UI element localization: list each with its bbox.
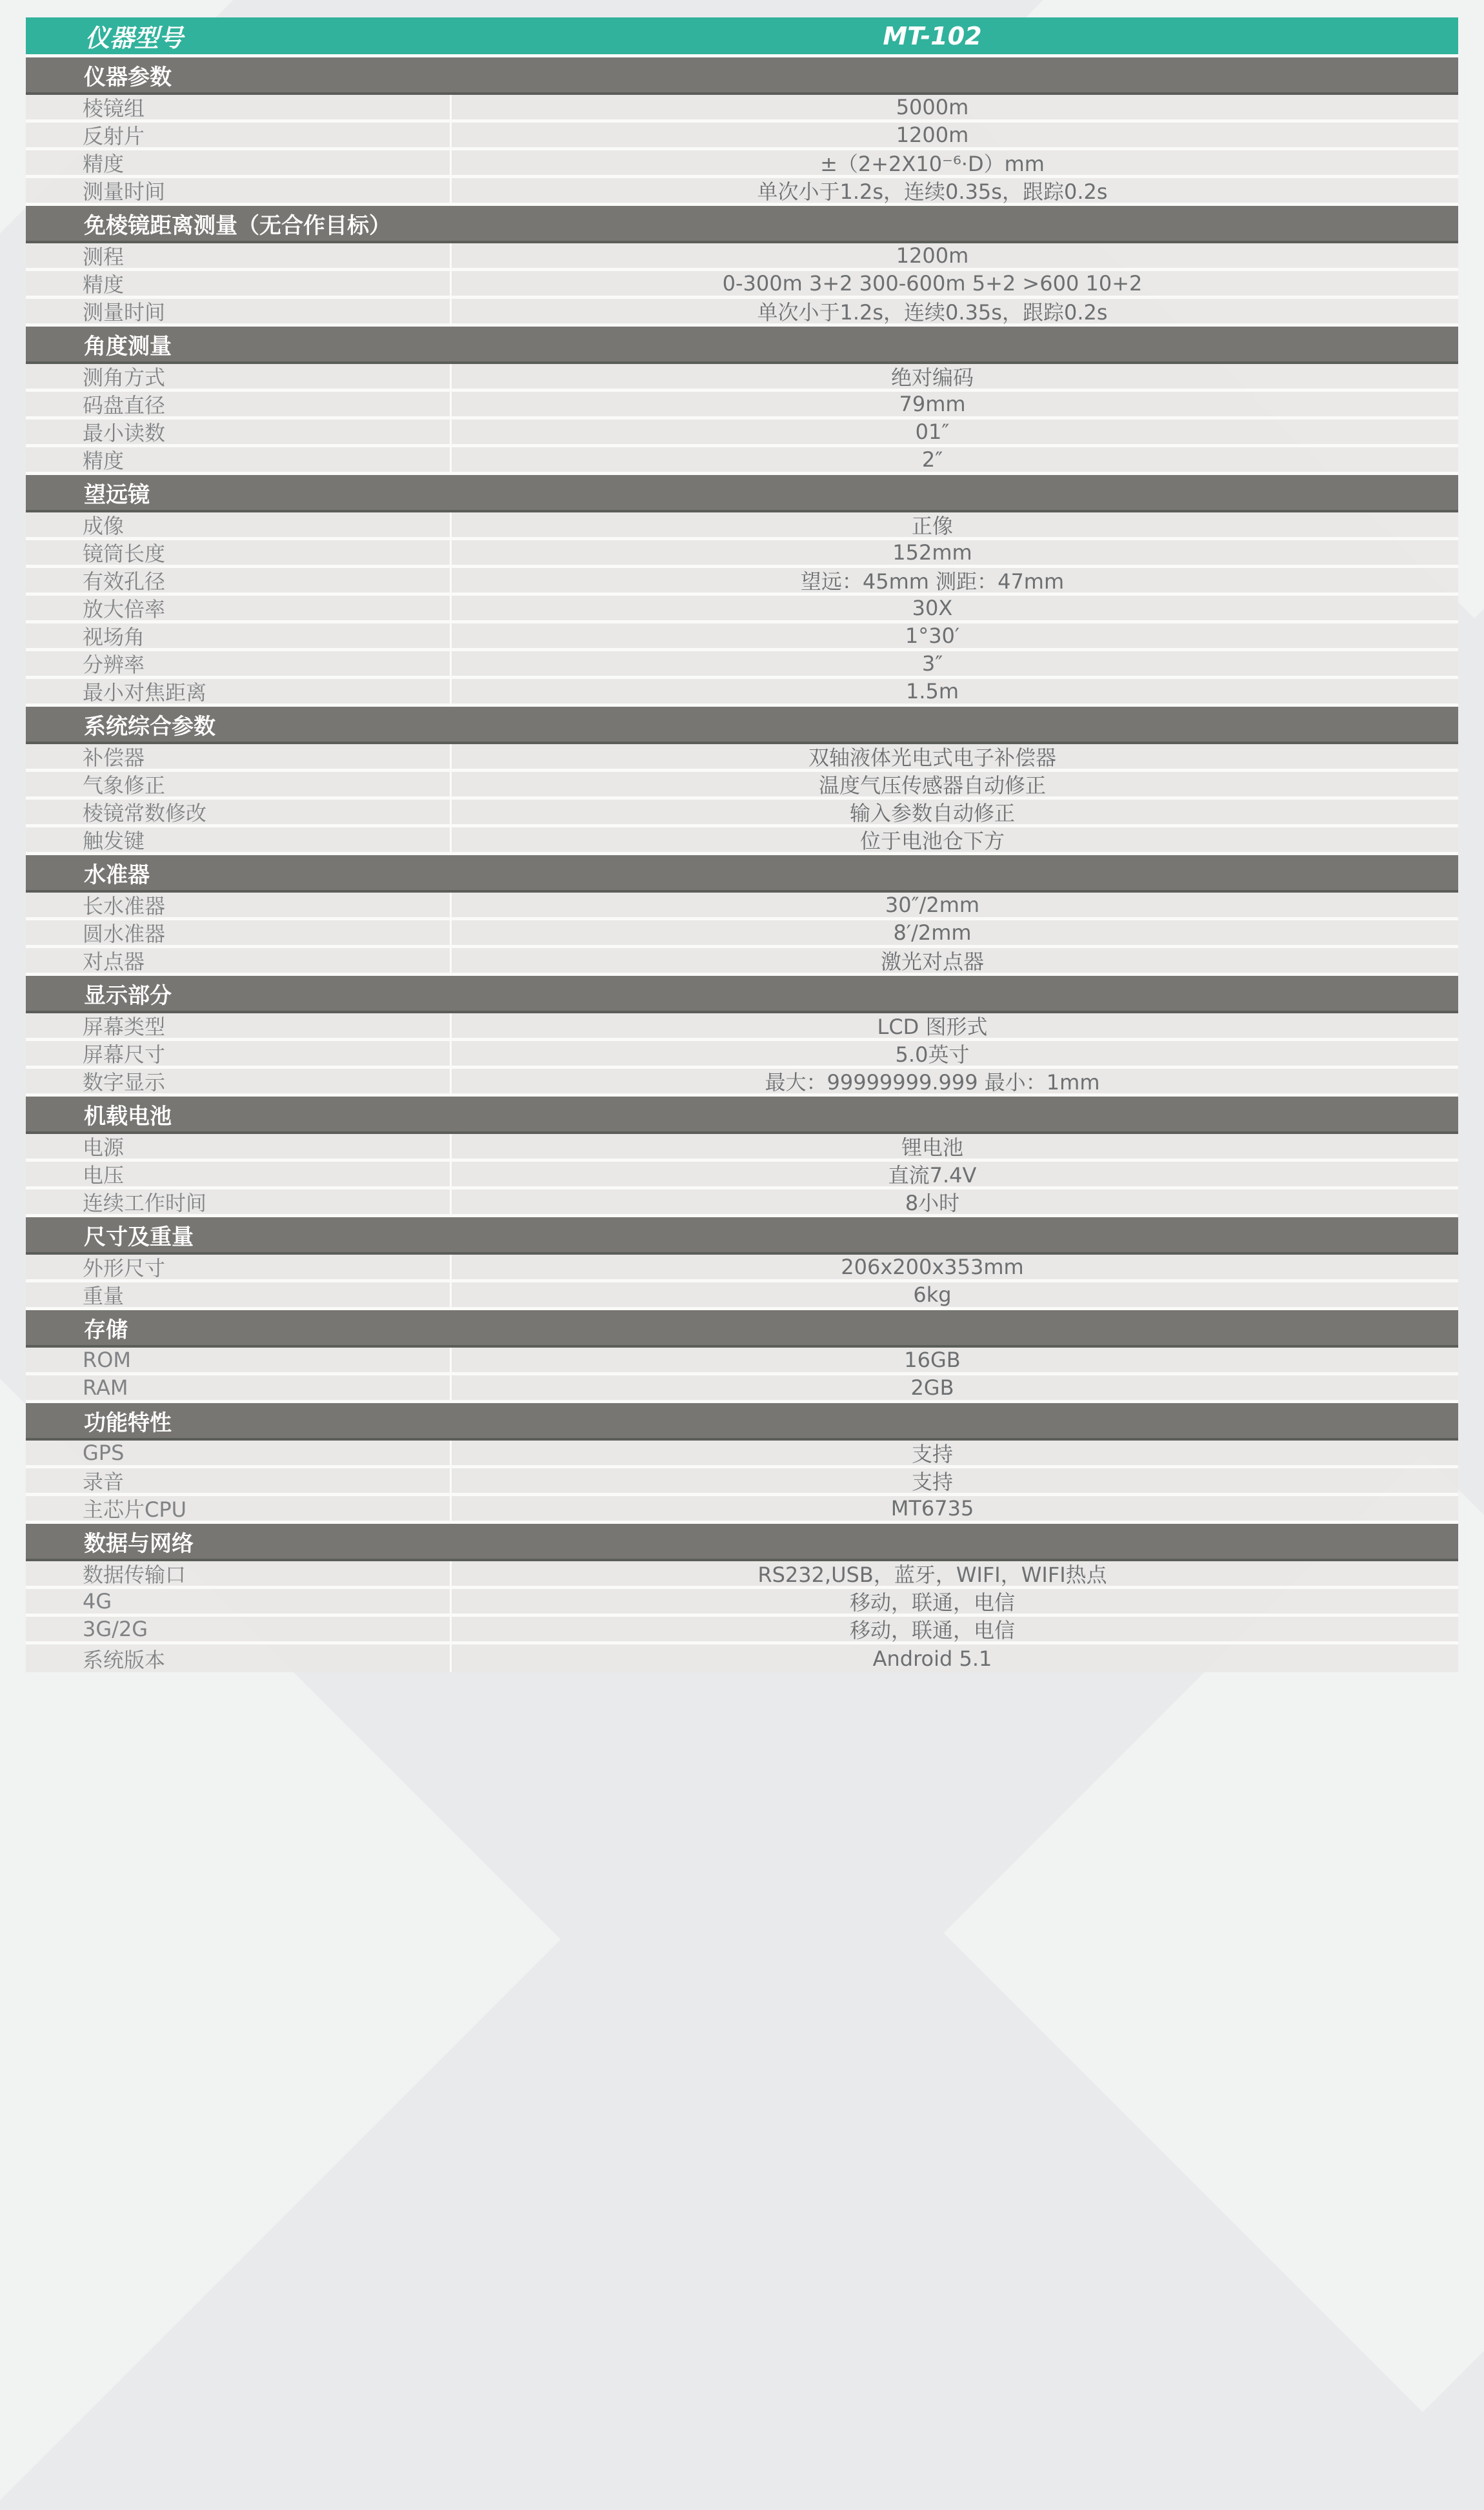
spec-row [26, 800, 1458, 827]
section-header [26, 707, 1458, 744]
spec-row [26, 623, 1458, 651]
spec-row [26, 1069, 1458, 1097]
spec-row [26, 392, 1458, 420]
spec-value: 位于电池仓下方 [859, 829, 1005, 853]
spec-row [26, 1468, 1458, 1496]
spec-value: 01″ [915, 420, 950, 444]
spec-row [26, 893, 1458, 920]
spec-row [26, 150, 1458, 178]
spec-label: ROM [26, 1348, 452, 1372]
spec-value: 最大：99999999.999 最小：1mm [765, 1070, 1100, 1095]
section-header [26, 1403, 1458, 1441]
spec-row [26, 271, 1458, 299]
spec-label: 视场角 [26, 623, 452, 648]
section-header [26, 327, 1458, 364]
section-title: 尺寸及重量 [84, 1224, 194, 1250]
spec-row [26, 420, 1458, 447]
section-title: 显示部分 [84, 982, 172, 1009]
spec-row [26, 596, 1458, 623]
spec-value: 8′/2mm [893, 920, 972, 945]
section-header [26, 1217, 1458, 1255]
spec-table [26, 17, 1458, 1672]
spec-row [26, 1041, 1458, 1069]
section-header [26, 976, 1458, 1013]
spec-value: 16GB [904, 1348, 961, 1372]
spec-row [26, 123, 1458, 150]
spec-label: 反射片 [26, 123, 452, 147]
spec-value: 绝对编码 [890, 365, 974, 390]
spec-label: 精度 [26, 271, 452, 296]
spec-label: 测量时间 [26, 299, 452, 323]
section-title: 仪器参数 [84, 64, 172, 90]
spec-value: 1.5m [905, 679, 959, 703]
spec-label: 测程 [26, 243, 452, 268]
spec-label: 圆水准器 [26, 920, 452, 945]
section-header [26, 1310, 1458, 1348]
spec-label: 最小对焦距离 [26, 679, 452, 703]
spec-label: 测角方式 [26, 364, 452, 389]
spec-row [26, 651, 1458, 679]
spec-value: 正像 [911, 514, 953, 538]
spec-row [26, 1645, 1458, 1672]
spec-label: 电压 [26, 1162, 452, 1186]
spec-value: 79mm [899, 392, 966, 416]
spec-row [26, 364, 1458, 392]
section-header [26, 57, 1458, 95]
spec-label: 镜筒长度 [26, 540, 452, 565]
spec-value: 30″/2mm [885, 893, 980, 917]
model-header-bar [26, 17, 1458, 57]
spec-row [26, 243, 1458, 271]
spec-label: 气象修正 [26, 772, 452, 796]
spec-label: 码盘直径 [26, 392, 452, 416]
spec-label: 对点器 [26, 948, 452, 973]
spec-label: 3G/2G [26, 1617, 452, 1641]
spec-value: 锂电池 [901, 1135, 963, 1160]
spec-row [26, 299, 1458, 327]
spec-value: 6kg [913, 1282, 952, 1307]
spec-value: 双轴液体光电式电子补偿器 [808, 745, 1056, 770]
spec-value: 206x200x353mm [841, 1255, 1024, 1279]
spec-row [26, 568, 1458, 596]
spec-value: 移动，联通，电信 [849, 1618, 1015, 1643]
section-title: 机载电池 [84, 1103, 172, 1129]
spec-value: Android 5.1 [872, 1646, 992, 1671]
spec-row [26, 1375, 1458, 1403]
spec-label: 棱镜常数修改 [26, 800, 452, 824]
spec-label: 外形尺寸 [26, 1255, 452, 1279]
spec-label: 屏幕尺寸 [26, 1041, 452, 1066]
spec-value: 8小时 [905, 1191, 960, 1215]
spec-label: 电源 [26, 1134, 452, 1159]
section-header [26, 855, 1458, 893]
spec-label: 连续工作时间 [26, 1189, 452, 1214]
section-title: 存储 [84, 1317, 128, 1343]
spec-value: 30X [912, 596, 953, 620]
spec-value: ±（2+2X10⁻⁶·D）mm [820, 152, 1045, 176]
spec-value: MT6735 [890, 1496, 974, 1521]
spec-value: 移动，联通，电信 [849, 1590, 1015, 1615]
spec-value: RS232,USB，蓝牙，WIFI，WIFI热点 [757, 1563, 1107, 1587]
spec-row [26, 1134, 1458, 1162]
spec-row [26, 447, 1458, 475]
spec-row [26, 540, 1458, 568]
spec-label: RAM [26, 1375, 452, 1400]
spec-value: 温度气压传感器自动修正 [818, 773, 1046, 798]
section-title: 水准器 [84, 862, 150, 888]
model-header-value: MT-102 [883, 21, 982, 50]
spec-row [26, 1282, 1458, 1310]
section-header [26, 1524, 1458, 1561]
section-title: 系统综合参数 [84, 713, 216, 740]
spec-label: 重量 [26, 1282, 452, 1307]
section-title: 角度测量 [84, 333, 172, 359]
spec-row [26, 1013, 1458, 1041]
spec-row [26, 679, 1458, 707]
spec-value: 1200m [896, 123, 969, 147]
spec-label: 屏幕类型 [26, 1013, 452, 1038]
section-title: 免棱镜距离测量（无合作目标） [84, 212, 391, 239]
spec-value: 0-300m 3+2 300-600m 5+2 >600 10+2 [722, 271, 1143, 296]
spec-row [26, 512, 1458, 540]
spec-value: 望远：45mm 测距：47mm [800, 569, 1065, 594]
spec-table-body [26, 57, 1458, 1672]
section-header [26, 1097, 1458, 1134]
spec-label: 录音 [26, 1468, 452, 1493]
spec-label: 触发键 [26, 827, 452, 852]
spec-row [26, 744, 1458, 772]
spec-label: 长水准器 [26, 893, 452, 917]
spec-row [26, 920, 1458, 948]
section-header [26, 206, 1458, 243]
section-title: 望远镜 [84, 481, 150, 508]
spec-value: 输入参数自动修正 [849, 801, 1015, 825]
spec-label: 分辨率 [26, 651, 452, 676]
spec-value: 5000m [896, 95, 969, 119]
spec-label: 补偿器 [26, 744, 452, 769]
spec-row [26, 1561, 1458, 1589]
spec-row [26, 772, 1458, 800]
spec-label: 棱镜组 [26, 95, 452, 119]
spec-label: GPS [26, 1441, 452, 1465]
spec-row [26, 948, 1458, 976]
spec-value: 3″ [921, 651, 943, 676]
spec-row [26, 1589, 1458, 1617]
spec-value: 单次小于1.2s，连续0.35s，跟踪0.2s [757, 300, 1108, 325]
model-header-label: 仪器型号 [85, 24, 184, 52]
spec-label: 有效孔径 [26, 568, 452, 592]
spec-label: 成像 [26, 512, 452, 537]
spec-row [26, 1441, 1458, 1468]
spec-row [26, 178, 1458, 206]
spec-label: 4G [26, 1589, 452, 1614]
spec-label: 系统版本 [26, 1645, 452, 1672]
spec-value: 1200m [896, 243, 969, 268]
spec-row [26, 1162, 1458, 1189]
section-title: 数据与网络 [84, 1530, 194, 1557]
section-title: 功能特性 [84, 1410, 172, 1436]
spec-value: 支持 [911, 1470, 953, 1494]
spec-value: 2″ [921, 447, 943, 472]
spec-label: 数字显示 [26, 1069, 452, 1093]
spec-value: 激光对点器 [880, 949, 984, 974]
spec-value: 5.0英寸 [895, 1042, 970, 1067]
spec-row [26, 1496, 1458, 1524]
spec-row [26, 95, 1458, 123]
spec-label: 精度 [26, 150, 452, 175]
spec-value: 支持 [911, 1442, 953, 1466]
spec-label: 数据传输口 [26, 1561, 452, 1586]
spec-label: 放大倍率 [26, 596, 452, 620]
spec-row [26, 1255, 1458, 1282]
spec-value: 1°30′ [905, 623, 960, 648]
spec-label: 最小读数 [26, 420, 452, 444]
spec-row [26, 1189, 1458, 1217]
spec-value: 2GB [910, 1375, 954, 1400]
spec-row [26, 1617, 1458, 1645]
spec-value: 单次小于1.2s，连续0.35s，跟踪0.2s [757, 179, 1108, 204]
spec-label: 测量时间 [26, 178, 452, 203]
spec-row [26, 827, 1458, 855]
spec-label: 主芯片CPU [26, 1496, 452, 1521]
spec-value: LCD 图形式 [877, 1015, 988, 1039]
spec-value: 直流7.4V [888, 1163, 977, 1188]
section-header [26, 475, 1458, 512]
spec-row [26, 1348, 1458, 1375]
spec-value: 152mm [892, 540, 972, 565]
spec-label: 精度 [26, 447, 452, 472]
